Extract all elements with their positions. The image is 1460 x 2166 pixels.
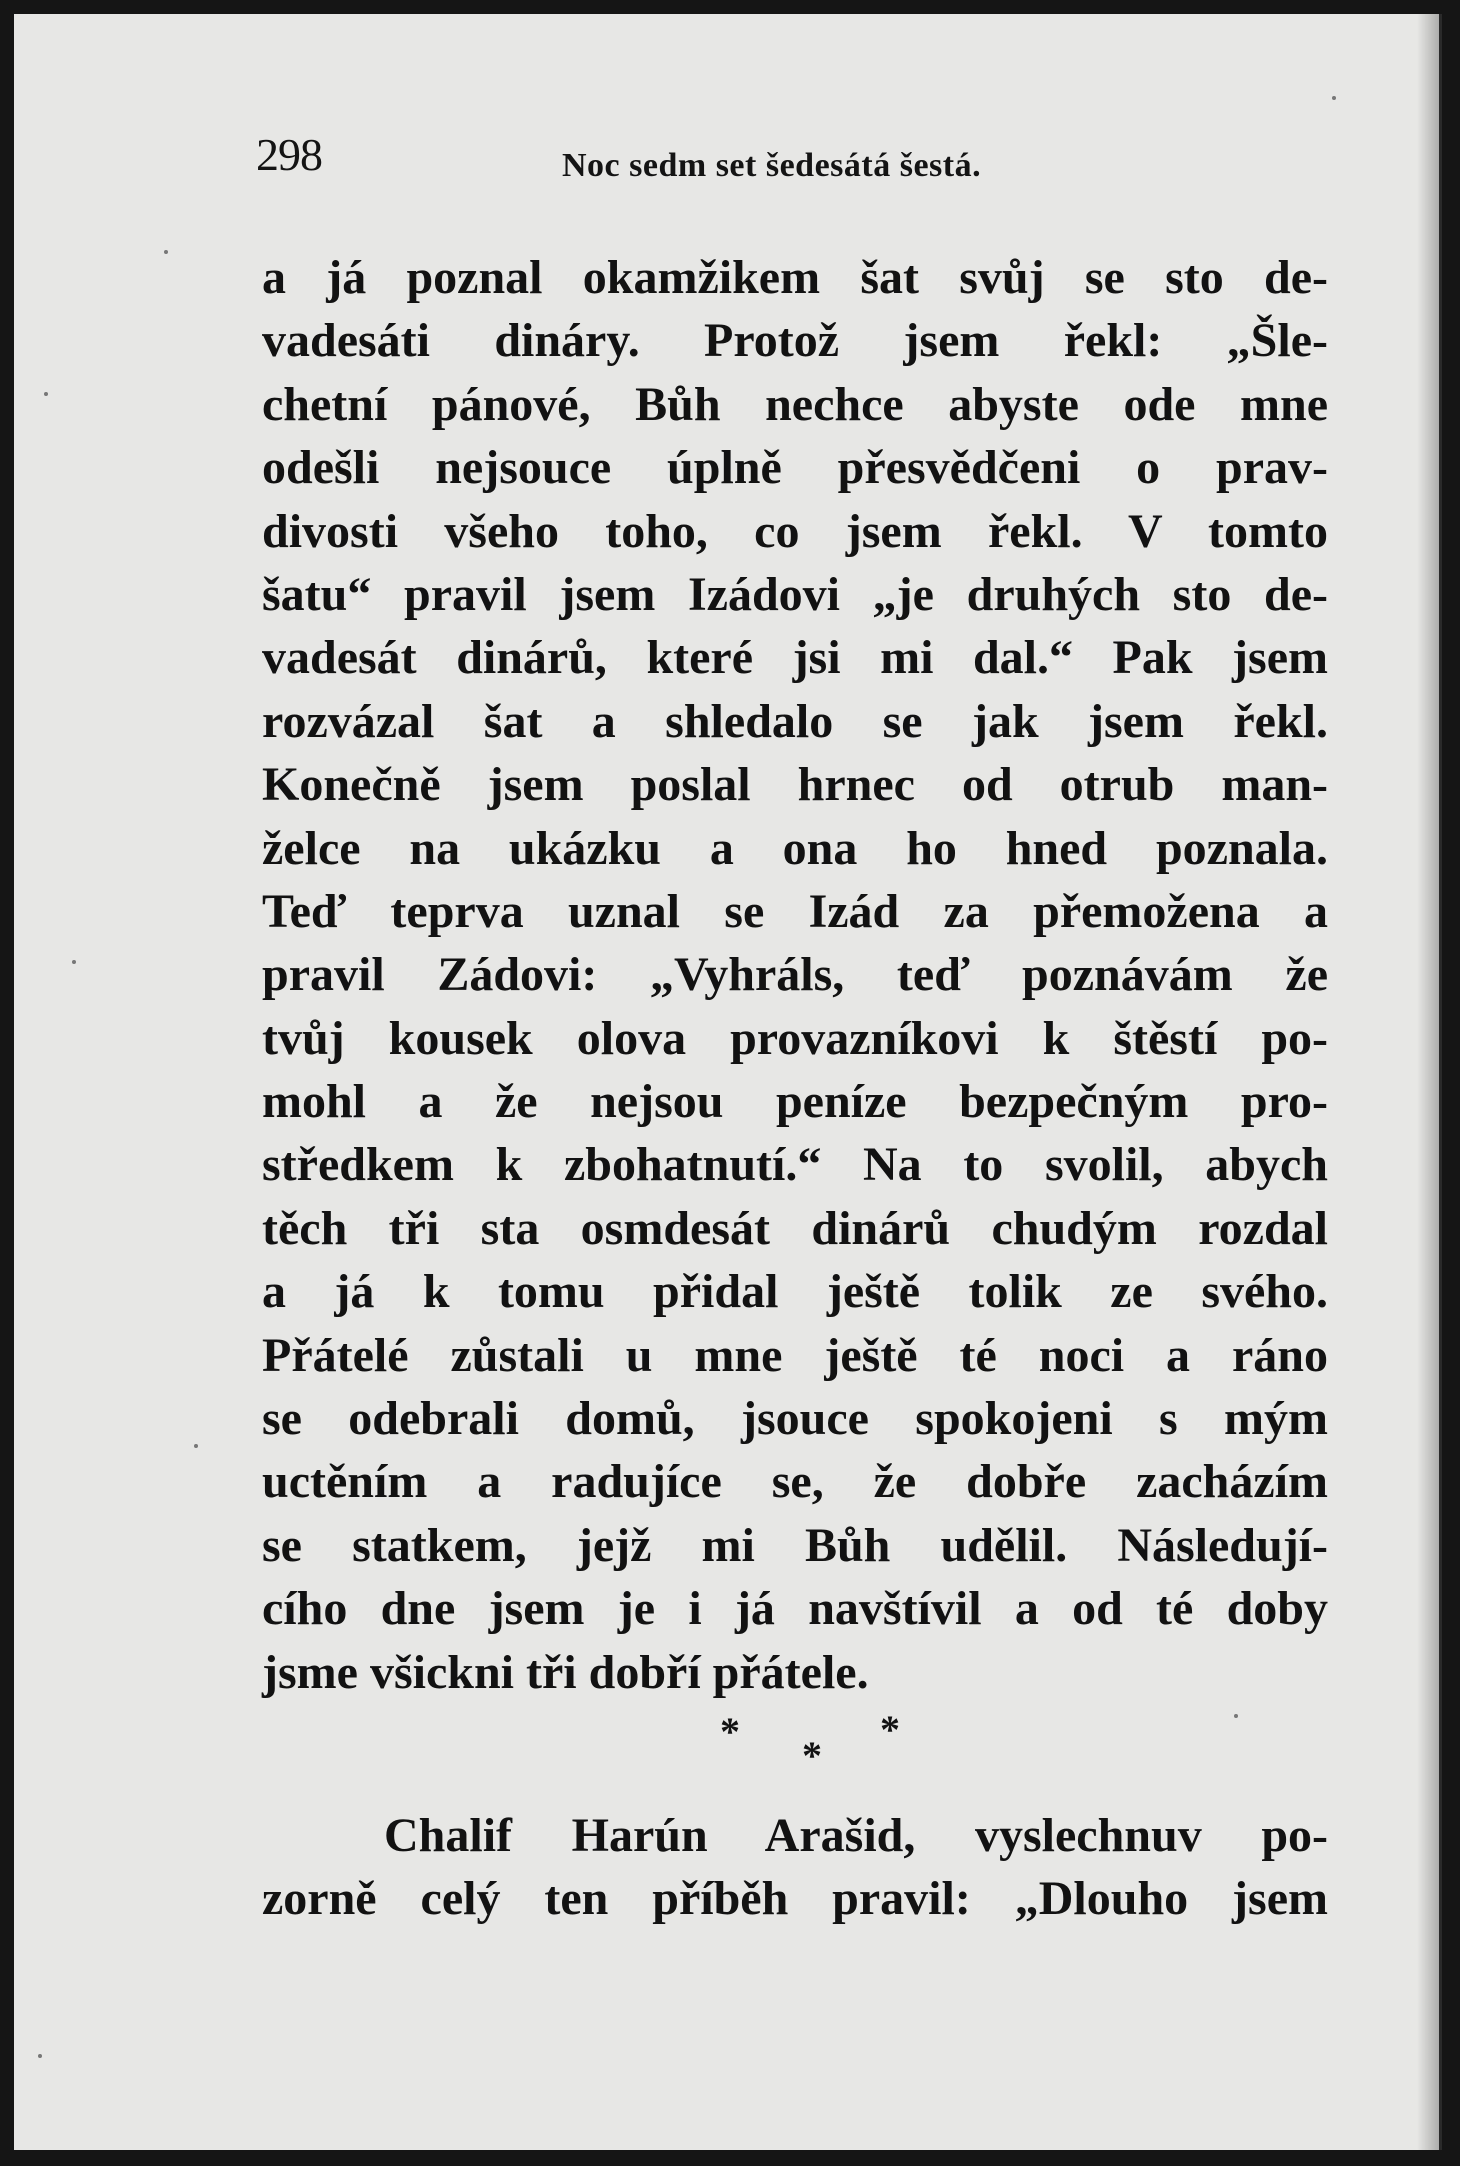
paper-speck xyxy=(1332,96,1336,100)
text-line: vadesát dinárů, které jsi mi dal.“ Pak jsem xyxy=(262,631,1328,685)
text-line: šatu“ pravil jsem Izádovi „je druhých sto de- xyxy=(262,567,1328,621)
section-separator xyxy=(262,1704,1328,1804)
text-line: mohl a že nejsou peníze bezpečným pro- xyxy=(262,1075,1328,1129)
running-head: Noc sedm set šedesátá šestá. xyxy=(562,147,982,184)
text-line: a já k tomu přidal ještě tolik ze svého. xyxy=(262,1265,1328,1319)
paper-speck xyxy=(72,960,76,964)
text-line: pravil Zádovi: „Vyhráls, teď poznávám že xyxy=(262,948,1328,1002)
text-line: Chalif Harún Arašid, vyslechnuv po- xyxy=(384,1808,1328,1862)
asterisk: * xyxy=(880,1706,900,1752)
text-line: a já poznal okamžikem šat svůj se sto de- xyxy=(262,251,1328,304)
text-line: cího dne jsem je i já navštívil a od té doby xyxy=(262,1582,1328,1636)
paper-speck xyxy=(44,392,48,396)
text-line: divosti všeho toho, co jsem řekl. V tomto xyxy=(262,504,1328,558)
text-line: želce na ukázku a ona ho hned poznala. xyxy=(262,821,1328,875)
text-line: chetní pánové, Bůh nechce abyste ode mne xyxy=(262,377,1328,431)
paper-speck xyxy=(164,250,168,254)
text-line: středkem k zbohatnutí.“ Na to svolil, abych xyxy=(262,1138,1328,1192)
page-header xyxy=(242,122,1172,202)
text-line: jsme všickni tři dobří přátele. xyxy=(262,1645,869,1699)
text-line: těch tři sta osmdesát dinárů chudým rozdal xyxy=(262,1201,1328,1255)
text-line: se odebrali domů, jsouce spokojeni s mým xyxy=(262,1392,1328,1446)
page-number: 298 xyxy=(256,129,322,180)
text-line: vadesáti dináry. Protož jsem řekl: „Šle- xyxy=(262,314,1328,368)
book-page xyxy=(14,14,1442,2150)
body-text xyxy=(262,246,1328,1931)
paper-speck xyxy=(194,1444,198,1448)
text-line: uctěním a radujíce se, že dobře zacházím xyxy=(262,1455,1328,1509)
text-line: Přátelé zůstali u mne ještě té noci a ráno xyxy=(262,1328,1328,1382)
text-line: zorně celý ten příběh pravil: „Dlouho jsem xyxy=(262,1872,1328,1926)
text-line: rozvázal šat a shledalo se jak jsem řekl. xyxy=(262,694,1328,748)
text-line: odešli nejsouce úplně přesvědčeni o prav- xyxy=(262,441,1328,495)
page-edge-shadow xyxy=(1417,14,1439,2150)
text-line: Teď teprva uznal se Izád za přemožena a xyxy=(262,884,1328,938)
asterisk: * xyxy=(802,1732,822,1778)
text-line: tvůj kousek olova provazníkovi k štěstí po- xyxy=(262,1011,1328,1065)
paper-speck xyxy=(38,2054,42,2058)
text-line: Konečně jsem poslal hrnec od otrub man- xyxy=(262,758,1328,812)
text-line: se statkem, jejž mi Bůh udělil. Následují- xyxy=(262,1518,1328,1572)
asterisk: * xyxy=(720,1708,740,1754)
